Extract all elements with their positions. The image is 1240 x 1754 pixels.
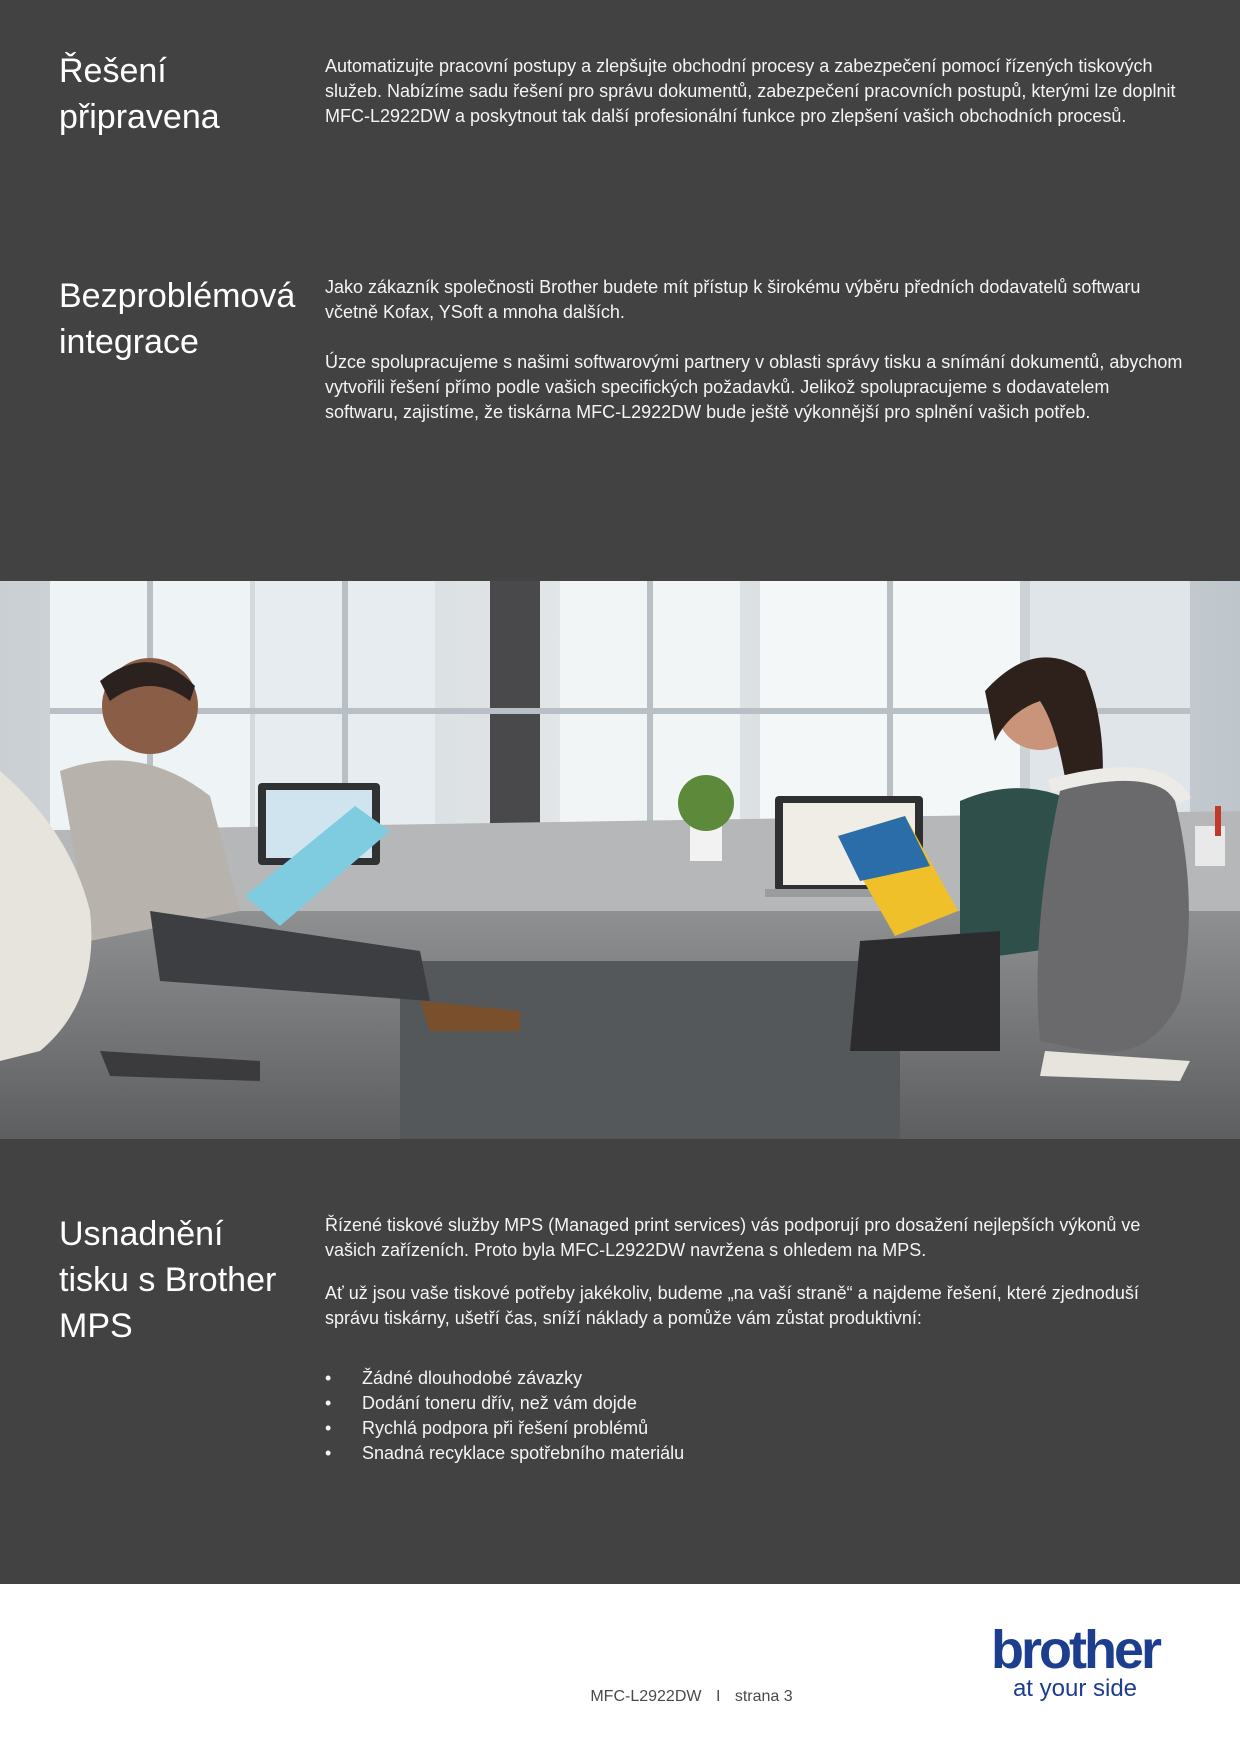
heading-line: připravena <box>59 98 220 136</box>
logo-wordmark: brother <box>991 1620 1159 1680</box>
footer-page-number: strana 3 <box>734 1688 793 1705</box>
office-photo <box>0 581 1240 1139</box>
section-heading-mps <box>59 1211 309 1349</box>
section-heading-integrace <box>59 273 309 365</box>
section-body-reseni <box>325 54 1185 129</box>
bottom-panel <box>0 1139 1240 1584</box>
paragraph: Řízené tiskové služby MPS (Managed print services) vás podporují pro dosažení nejlepších výkonů ve vašich zařízeních. Proto byla MFC-L2922DW navržena s ohledem na MPS. <box>325 1215 1141 1260</box>
list-item: • Snadná recyklace spotřebního materiálu <box>325 1441 1185 1466</box>
heading-line: tisku s Brother <box>59 1261 277 1299</box>
section-body-integrace <box>325 275 1185 425</box>
paragraph: Úzce spolupracujeme s našimi softwarovými partnery v oblasti správy tisku a snímání dokumentů, abychom vytvořili řešení přímo podle vašich specifických požadavků. Jelikož spolupracujeme s dodavatelem softwaru, zajistíme, že tiskárna MFC-L2922DW bude ještě výkonnější pro splnění vašich potřeb. <box>325 352 1183 422</box>
paragraph: Ať už jsou vaše tiskové potřeby jakékoliv, budeme „na vaší straně“ a najdeme řešení, které zjednoduší správu tiskárny, ušetří čas, sníží náklady a pomůže vám zůstat produktivní: <box>325 1283 1139 1328</box>
heading-line: Usnadnění <box>59 1215 224 1253</box>
paragraph: Automatizujte pracovní postupy a zlepšujte obchodní procesy a zabezpečení pomocí řízených tiskových služeb. Nabízíme sadu řešení pro správu dokumentů, zabezpečení pracovních postupů, kterými lze doplnit MFC-L2922DW a poskytnout tak další profesionální funkce pro zlepšení vašich obchodních procesů. <box>325 56 1176 126</box>
heading-line: integrace <box>59 323 199 361</box>
list-item: • Rychlá podpora při řešení problémů <box>325 1416 1185 1441</box>
footer-model: MFC-L2922DW <box>590 1688 702 1705</box>
brother-logo <box>970 1618 1180 1704</box>
benefit-list <box>325 1366 1185 1466</box>
section-heading-reseni <box>59 48 309 140</box>
footer-separator: I <box>715 1688 721 1705</box>
heading-line: MPS <box>59 1307 133 1345</box>
heading-line: Řešení <box>59 52 167 90</box>
list-item: • Dodání toneru dřív, než vám dojde <box>325 1391 1185 1416</box>
logo-tagline: at your side <box>1012 1675 1138 1702</box>
heading-line: Bezproblémová <box>59 277 296 315</box>
paragraph: Jako zákazník společnosti Brother budete mít přístup k širokému výběru předních dodavatelů softwaru včetně Kofax, YSoft a mnoha dalších. <box>325 277 1141 322</box>
list-item: • Žádné dlouhodobé závazky <box>325 1366 1185 1391</box>
top-panel <box>0 0 1240 581</box>
section-body-mps <box>325 1213 1185 1466</box>
